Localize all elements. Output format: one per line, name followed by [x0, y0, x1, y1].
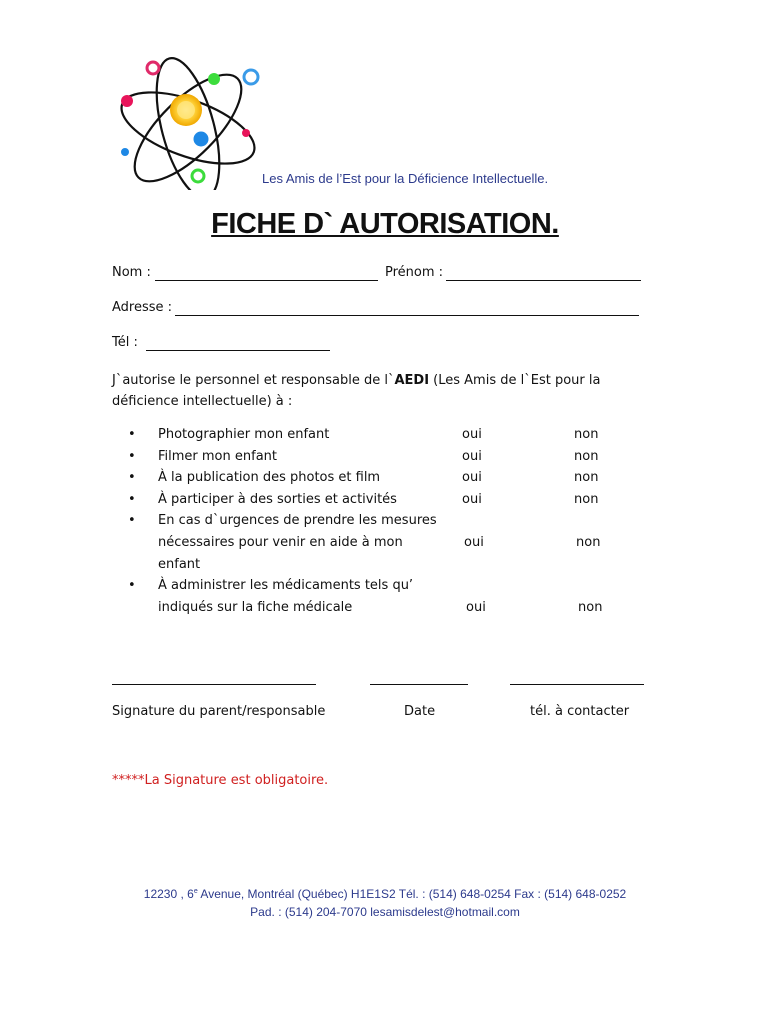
bullet-icon: • [128, 427, 136, 442]
footer-pager-email: Pad. : (514) 204-7070 lesamisdelest@hotmail.com [250, 905, 520, 919]
non-option[interactable]: non [574, 427, 599, 442]
authorization-list [128, 424, 648, 618]
organization-name: Les Amis de l’Est pour la Déficience Intellectuelle. [262, 171, 549, 186]
list-item: • À la publication des photos et film oui non [128, 467, 648, 489]
list-item: • À participer à des sorties et activités oui non [128, 489, 648, 511]
footer-address: 12230 , 6e Avenue, Montréal (Québec) H1E1S2 Tél. : (514) 648-0254 Fax : (514) 648-0252 [143, 887, 627, 901]
prenom-field[interactable] [446, 280, 641, 281]
date-field[interactable] [370, 684, 468, 685]
footer-contact [0, 883, 770, 921]
adresse-field[interactable] [175, 315, 639, 316]
oui-option[interactable]: oui [462, 491, 482, 507]
list-item: • En cas d`urgences de prendre les mesures nécessaires pour venir en aide à mon enfant oui non [128, 510, 648, 575]
non-option[interactable]: non [574, 491, 599, 507]
authorization-intro: J`autorise le personnel et responsable de l`AEDI (Les Amis de l`Est pour la déficience intellectuelle) à : [112, 373, 601, 409]
oui-option[interactable]: oui [462, 470, 482, 486]
tel-field[interactable] [146, 350, 330, 351]
parent-signature-label: Signature du parent/responsable [112, 704, 326, 719]
page-title: FICHE D` AUTORISATION. [211, 208, 559, 240]
oui-option[interactable]: oui [464, 534, 484, 550]
list-item: • Photographier mon enfant oui non [128, 424, 648, 446]
bullet-icon: • [128, 491, 136, 507]
contact-phone-label: tél. à contacter [530, 704, 630, 719]
oui-option[interactable]: oui [462, 448, 482, 464]
date-label: Date [404, 704, 436, 719]
parent-signature-field[interactable] [112, 684, 316, 685]
atom-logo-icon [110, 40, 270, 190]
non-option[interactable]: non [574, 470, 599, 486]
list-item: • À administrer les médicaments tels qu’ indiqués sur la fiche médicale oui non [128, 575, 648, 618]
bullet-icon: • [128, 448, 136, 464]
bullet-icon: • [128, 470, 136, 486]
bullet-icon: • [128, 578, 136, 594]
nom-field[interactable] [155, 280, 378, 281]
prenom-label: Prénom : [385, 265, 444, 280]
tel-label: Tél : [112, 335, 138, 350]
aedi-abbreviation: AEDI [394, 373, 430, 388]
contact-phone-field[interactable] [510, 684, 644, 685]
oui-option[interactable]: oui [462, 427, 482, 442]
oui-option[interactable]: oui [466, 599, 486, 615]
list-item: • Filmer mon enfant oui non [128, 446, 648, 468]
bullet-icon: • [128, 513, 136, 529]
non-option[interactable]: non [578, 599, 603, 615]
non-option[interactable]: non [574, 448, 599, 464]
adresse-label: Adresse : [112, 300, 173, 315]
nom-label: Nom : [112, 265, 151, 280]
signature-required-notice: *****La Signature est obligatoire. [112, 773, 329, 788]
non-option[interactable]: non [576, 534, 601, 550]
